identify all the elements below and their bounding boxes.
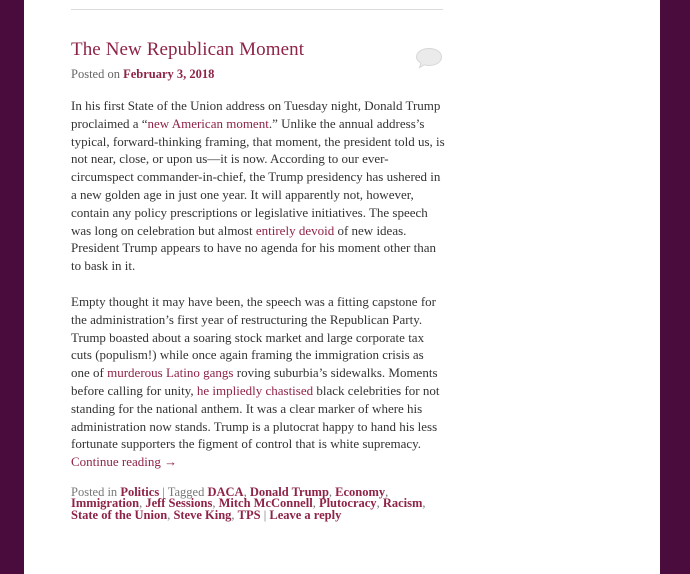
- tag-link[interactable]: Immigration: [71, 496, 140, 511]
- tag-link[interactable]: State of the Union: [71, 507, 168, 522]
- post-article: [71, 36, 445, 521]
- new-american-moment-link[interactable]: new American moment: [147, 115, 269, 131]
- post-body: [71, 97, 445, 471]
- comment-bubble-icon[interactable]: [415, 47, 443, 69]
- tagged-label: Tagged: [167, 484, 205, 499]
- posted-on-label: Posted on: [71, 67, 120, 81]
- paragraph-2-text-2: roving suburbia’s sidewalks. Moments before calling for unity,: [71, 365, 438, 398]
- tag-link[interactable]: Economy: [335, 484, 386, 499]
- tag-link[interactable]: Racism: [382, 496, 423, 511]
- post-footer: Posted in Politics | Tagged DACA, Donald Trump, Economy, Immigration, Jeff Sessions, Mitch McConnell, Plutocracy, Racism, State of the Union, Steve King, TPS | Leave a reply: [71, 484, 426, 522]
- posted-in-label: Posted in: [71, 484, 118, 499]
- tag-link[interactable]: Donald Trump: [249, 484, 329, 499]
- tag-link[interactable]: DACA: [207, 484, 244, 499]
- post-date-link[interactable]: February 3, 2018: [123, 67, 215, 81]
- tag-link[interactable]: TPS: [237, 507, 261, 522]
- tag-link[interactable]: Mitch McConnell: [218, 496, 313, 511]
- paragraph-2: [71, 293, 445, 471]
- post-title[interactable]: The New Republican Moment: [71, 39, 305, 60]
- separator: |: [263, 507, 270, 522]
- entirely-devoid-link[interactable]: entirely devoid: [255, 222, 335, 238]
- continue-reading-link[interactable]: Continue reading →: [71, 454, 178, 470]
- category-link[interactable]: Politics: [120, 484, 160, 499]
- paragraph-2-text-1: Empty thought it may have been, the speech was a fitting capstone for the administration’s first year of restructuring the Republican Party. Trump boasted about a soaring stock market and large corporate tax cuts (populism!) while once again framing the immigration crisis as one of: [71, 293, 436, 381]
- paragraph-1: [71, 97, 445, 275]
- leave-reply-link[interactable]: Leave a reply: [269, 507, 342, 522]
- paragraph-2-text-3: black celebrities for not standing for the national anthem. It was a clear marker of where his administration now stands. Trump is a plutocrat happy to hand his less fortunate supporters the figment of control that is white supremacy.: [71, 382, 440, 452]
- content-page: [24, 0, 660, 574]
- paragraph-1-text-3: of new ideas. President Trump appears to have no agenda for his moment other than to bask in it.: [71, 222, 437, 274]
- tag-link[interactable]: Jeff Sessions: [145, 496, 213, 511]
- paragraph-1-text-1: In his first State of the Union address on Tuesday night, Donald Trump proclaimed a “: [71, 98, 441, 131]
- tag-link[interactable]: Steve King: [173, 507, 232, 522]
- post-meta: [71, 66, 445, 83]
- separator: |: [162, 484, 168, 499]
- paragraph-1-text-2: .” Unlike the annual address’s typical, forward-thinking framing, that moment, the president told us, is not near, close, or upon us—it is now. According to our ever-circumspect commander-in-chief, the Trump presidency has ushered in a new golden age in just one year. It will apparently not, however, contain any policy prescriptions or legislative initiatives. The speech was long on celebration but almost: [71, 115, 445, 238]
- divider: [71, 9, 443, 10]
- tag-link[interactable]: Plutocracy: [318, 496, 377, 511]
- impliedly-chastised-link[interactable]: he impliedly chastised: [196, 382, 314, 398]
- murderous-latino-gangs-link[interactable]: murderous Latino gangs: [107, 365, 234, 381]
